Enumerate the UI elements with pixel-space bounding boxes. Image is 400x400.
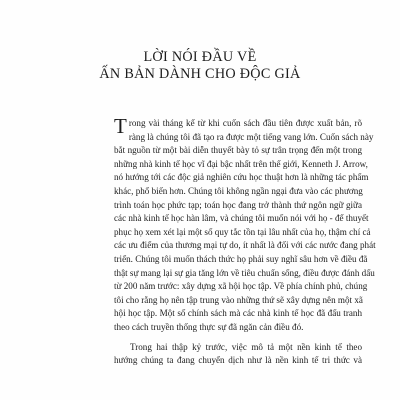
- text-line: hội học tập. Một số chính sách mà các nhà kinh tế học đã đấu tranh: [114, 308, 362, 319]
- text-line: bắt nguồn từ một bài diễn thuyết bày tỏ sự trân trọng đến một trong: [114, 145, 362, 156]
- heading-line-2: ẤN BẢN DÀNH CHO ĐỘC GIẢ: [99, 66, 301, 82]
- text-line: thật sự mang lại sự gia tăng lớn về tiêu chuẩn sống, điều được đánh dấu: [114, 267, 375, 278]
- text-line: ràng là chúng tôi đã tạo ra được một tiếng vang lớn. Cuốn sách này: [128, 131, 374, 142]
- text-line: rong vài tháng kể từ khi cuốn sách đầu tiên được xuất bản, rõ: [128, 118, 362, 128]
- paragraph-1: [114, 114, 376, 335]
- text-line: từ 200 năm trước: xây dựng xã hội học tập. Về phía chính phủ, chúng: [114, 281, 368, 292]
- text-line: những nhà kinh tế học vĩ đại bậc nhất trên thế giới, Kenneth J. Arrow,: [114, 158, 368, 169]
- body-text: [114, 114, 376, 368]
- text-line: triển. Chúng tôi muốn thách thức họ phải suy nghĩ sâu hơn về điều đã: [114, 253, 368, 264]
- text-line: nó hướng tới các độc giả nghiên cứu học thuật hơn là những tác phẩm: [114, 172, 369, 183]
- text-line: trình toán học phức tạp; toán học đang trở thành thứ ngôn ngữ giữa: [114, 199, 362, 210]
- text-line: khác, phổ biến hơn. Chúng tôi không ngần ngại đưa vào các phương: [114, 185, 363, 196]
- text-line: các nhà kinh tế học hàn lâm, và chúng tôi muốn nói với họ - để thuyết: [114, 213, 369, 224]
- text-line: theo cách truyền thống thực sự đã ngăn cản điều đó.: [114, 321, 304, 332]
- text-line: phục họ xem xét lại một số quy tắc tồn tại lâu nhất của họ, thậm chí cả: [114, 226, 371, 237]
- text-line: hướng chúng ta đang chuyển dịch như là nền kinh tế tri thức và: [114, 355, 362, 366]
- text-line: tôi cho rằng họ nên tập trung vào những thứ sẽ xây dựng nên một xã: [114, 294, 363, 305]
- text-line: các ưu điểm của thương mại tự do, ít nhất là đối với các nước đang phát: [114, 240, 376, 251]
- text-line: Trong hai thập kỷ trước, việc mô tả một nền kinh tế theo: [130, 341, 362, 352]
- paragraph-2: [114, 341, 362, 368]
- heading-line-1: LỜI NÓI ĐẦU VỀ: [143, 49, 257, 65]
- drop-cap: T: [114, 114, 127, 138]
